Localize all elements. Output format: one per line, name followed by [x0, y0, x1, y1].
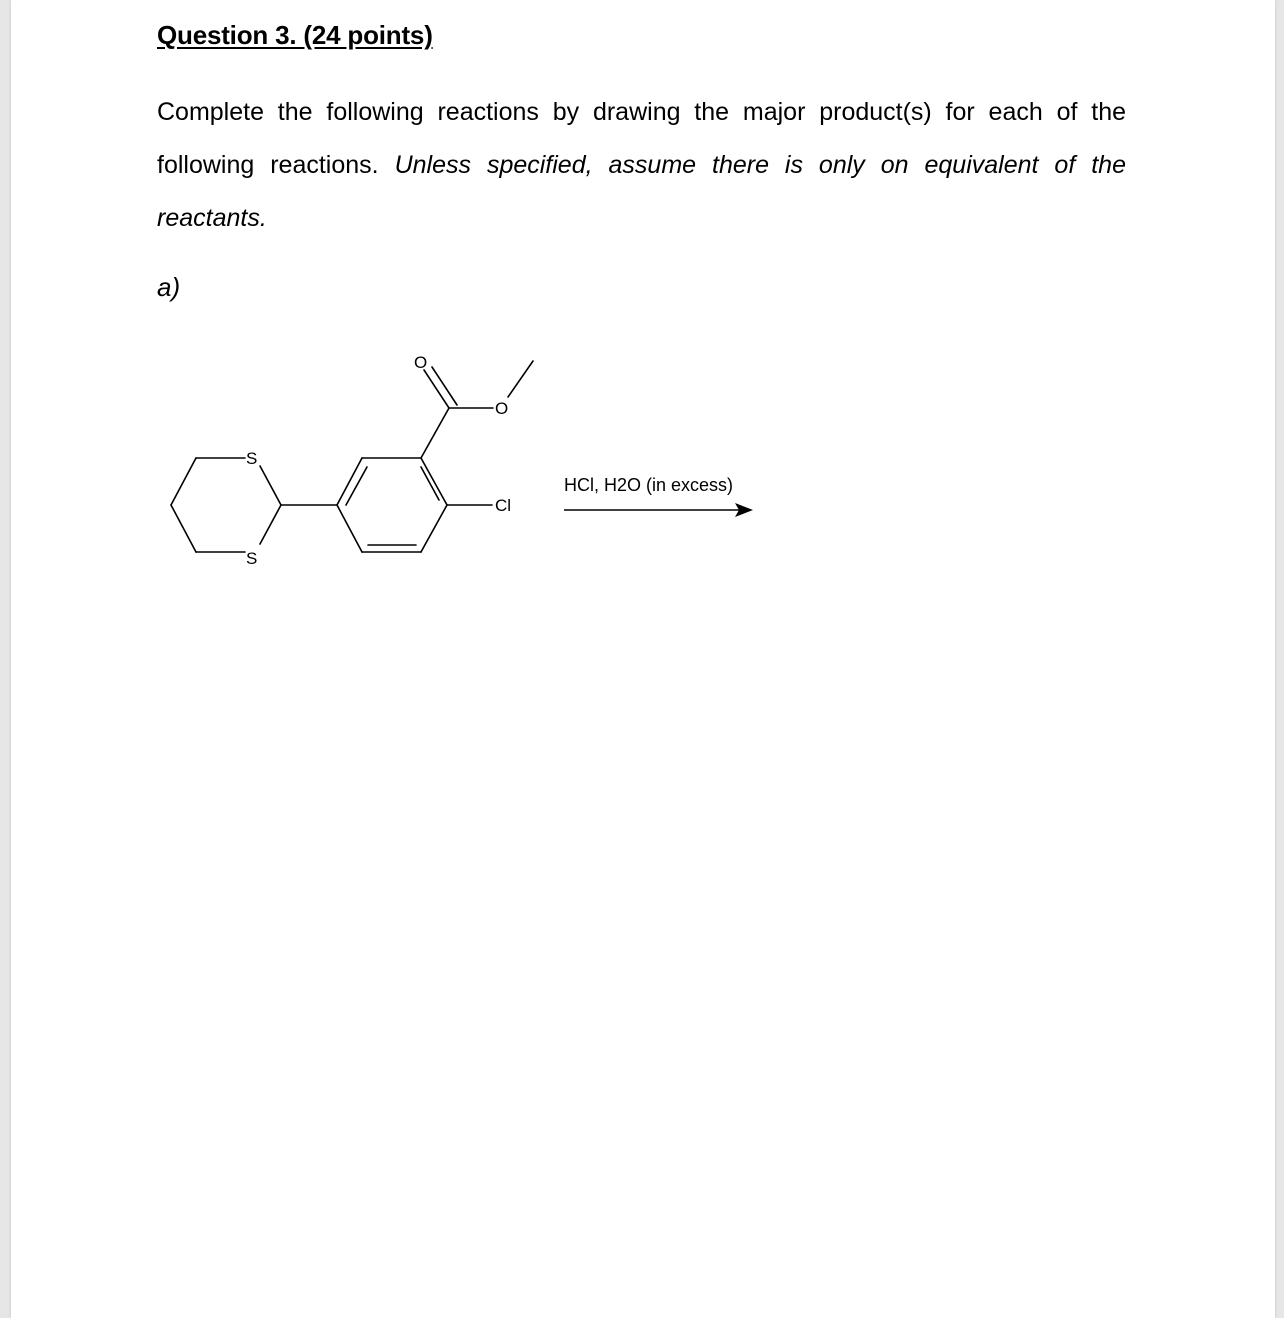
instructions-italic-text: Unless specified, assume there is only on equivalent of the reactants.: [157, 151, 1126, 232]
reagent-label: HCl, H2O (in excess): [564, 475, 734, 495]
bond-s3-ring-c2: [260, 505, 281, 544]
benzene-double-2: [421, 467, 439, 500]
reaction-scheme: [11, 0, 1275, 600]
atom-carbonyl-oxygen: O: [414, 353, 428, 372]
benzene-bond-3: [421, 458, 447, 505]
benzene-bond-4: [421, 505, 447, 552]
atom-chlorine: Cl: [495, 496, 512, 515]
bond-ch2-ch2: [171, 458, 196, 505]
atom-sulfur-top: S: [246, 449, 258, 468]
atom-sulfur-bottom: S: [246, 549, 258, 568]
reaction-arrow-group: [564, 475, 753, 517]
benzene-bond-6: [337, 505, 362, 552]
bond-carbonyl-o-double-a: [424, 370, 449, 408]
bond-benzene-carbonyl: [421, 408, 449, 458]
document-page: [11, 0, 1275, 1318]
benzene-double-1: [346, 467, 367, 505]
bond-carbonyl-o-double-b: [432, 367, 457, 405]
part-a-label: a): [157, 272, 181, 302]
bond-ring-c2-s1: [260, 466, 281, 505]
bond-ch2-ch2-2: [171, 505, 196, 552]
atom-labels: [246, 353, 511, 568]
atom-ester-oxygen: O: [495, 399, 509, 418]
bond-ester-o-methyl: [508, 361, 533, 397]
reactant-structure: [171, 361, 533, 552]
question-title: Question 3. (24 points): [157, 20, 433, 50]
instructions-plain-text: Complete the following reactions by drawing the major product(s) for each of the following reactions.: [157, 98, 1126, 179]
